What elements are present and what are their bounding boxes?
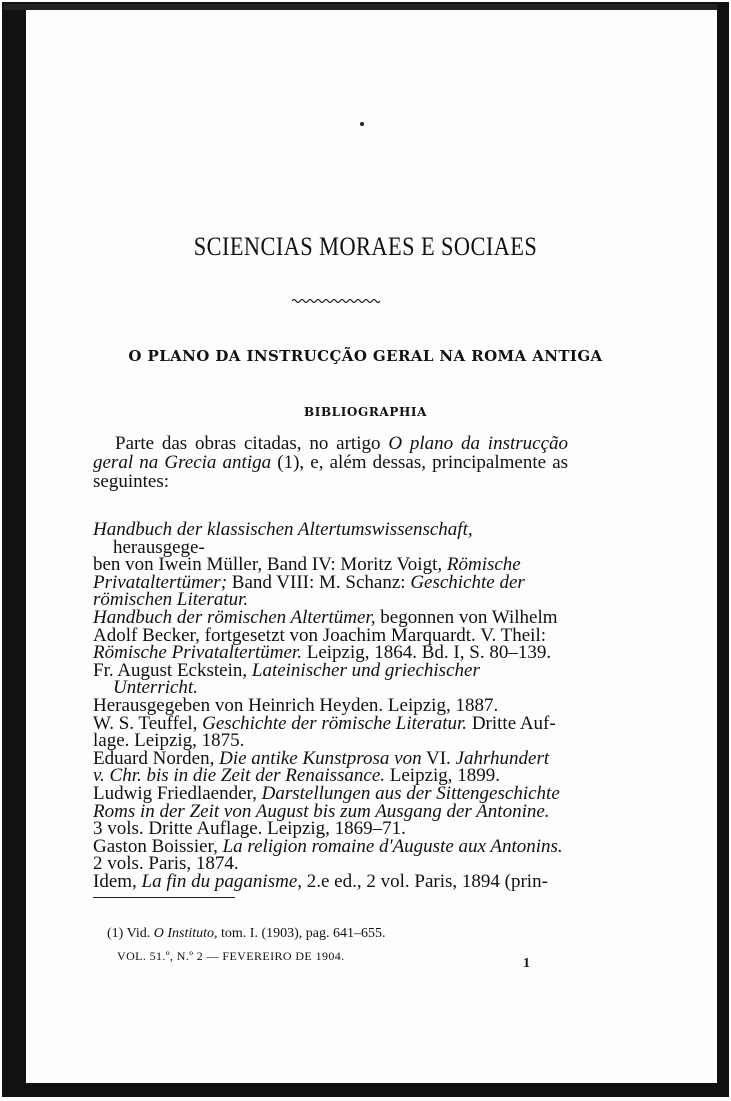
ref-title: Geschichte der römische Literatur. [202,712,468,734]
ref-text: herausgege- [113,536,205,558]
bibliography-entry [93,606,568,664]
volume-signature: VOL. 51.º, N.º 2 — FEVEREIRO DE 1904. [117,949,345,963]
ref-title: Jahrhundert [455,747,550,769]
ref-text: 2 vols. Paris, 1874. [93,853,239,875]
intro-italic-title-cont: geral na Grecia antiga [93,452,272,473]
ref-text: Fr. August Eckstein, [93,659,252,681]
ref-text: Herausgegeben von Heinrich Heyden. Leipzig, 1887. [93,694,499,716]
scan-border-bottom [4,1083,727,1095]
ref-text: W. S. Teuffel, [93,712,203,734]
ref-text: 3 vols. Dritte Auflage. Leipzig, 1869–71. [93,818,406,840]
footnote-prefix: (1) Vid. [107,926,154,941]
ref-text: lage. Leipzig, 1875. [93,730,245,752]
bibliography-entry [93,782,568,840]
document-page [2,2,729,1097]
ref-title: Geschichte der [410,571,525,593]
scan-border-left [4,4,26,1095]
ref-text: Adolf Becker, fortgesetzt von Joachim Marquardt. V. Theil: [93,624,547,646]
article-title: O PLANO DA INSTRUCÇÃO GERAL NA ROMA ANTIGA [128,347,603,365]
ref-title: römischen Literatur. [93,589,249,611]
ref-title: La religion romaine d'Auguste aux Antonins. [222,835,563,857]
footnote-suffix: tom. I. (1903), pag. 641–655. [217,926,386,941]
bibliography-entry [93,835,568,875]
ref-text: Dritte Auf- [467,712,556,734]
intro-text: Parte das obras citadas, no artigo [115,433,389,454]
bibliography-entry [93,659,568,716]
ref-title: Die antike Kunstprosa von [219,747,422,769]
ref-text: Band VIII: M. Schanz: [227,571,411,593]
ref-text: Leipzig, 1864. Bd. I, S. 80–139. [301,642,552,664]
ref-title: Handbuch der klassischen Altertumswissenschaft, [93,519,473,540]
ref-text: Ludwig Friedlaender, [93,782,262,804]
bibliography-entry [93,712,568,752]
scan-border-right [717,4,727,1095]
ref-title: Roms in der Zeit von August bis zum Ausgang der Antonine. [93,800,550,822]
ref-text: 2.e ed., 2 vol. Paris, 1894 (prin- [302,870,548,892]
ref-text: begonnen von Wilhelm [375,606,558,628]
ref-text: Leipzig, 1899. [385,765,501,787]
ref-title: Handbuch der römischen Altertümer, [93,606,376,628]
footnote-divider [93,897,235,898]
ref-title: Römische Privataltertümer. [93,642,302,664]
ref-title: Römische [446,554,521,576]
ref-text: Idem, [93,870,142,892]
footnote [107,926,386,942]
ref-title: Privataltertümer; [93,571,228,593]
ornamental-squiggle [292,297,380,305]
ref-title: Lateinischer und griechischer Unterricht. [113,659,480,699]
page-dot [360,122,364,126]
bibliography-entry [93,870,568,892]
intro-text: (1), e, além dessas, principalmente [271,452,547,473]
bibliography-entry [93,521,568,609]
ref-text: Gaston Boissier, [93,835,223,857]
bibliography-entry [93,747,568,787]
ref-title: La fin du paganisme, [141,870,302,892]
scan-border-top [4,4,727,10]
ref-title: Darstellungen aus der Sittengeschichte [261,782,560,804]
intro-italic-title: O plano da instrucção [388,433,569,454]
bibliography-heading: BIBLIOGRAPHIA [303,405,428,419]
ref-text: Eduard Norden, [93,747,220,769]
intro-paragraph [93,434,568,491]
ref-title: v. Chr. bis in die Zeit der Renaissance. [93,765,386,787]
bibliography-list [93,521,568,890]
ref-text: ben von Iwein Müller, Band IV: Moritz Voigt, [93,554,447,576]
ref-text: VI. [421,747,456,769]
section-title: SCIENCIAS MORAES E SOCIAES [193,232,538,261]
footnote-title: O Instituto, [153,926,218,941]
signature-number: 1 [523,956,530,971]
intro-text: as seguintes: [93,452,569,492]
